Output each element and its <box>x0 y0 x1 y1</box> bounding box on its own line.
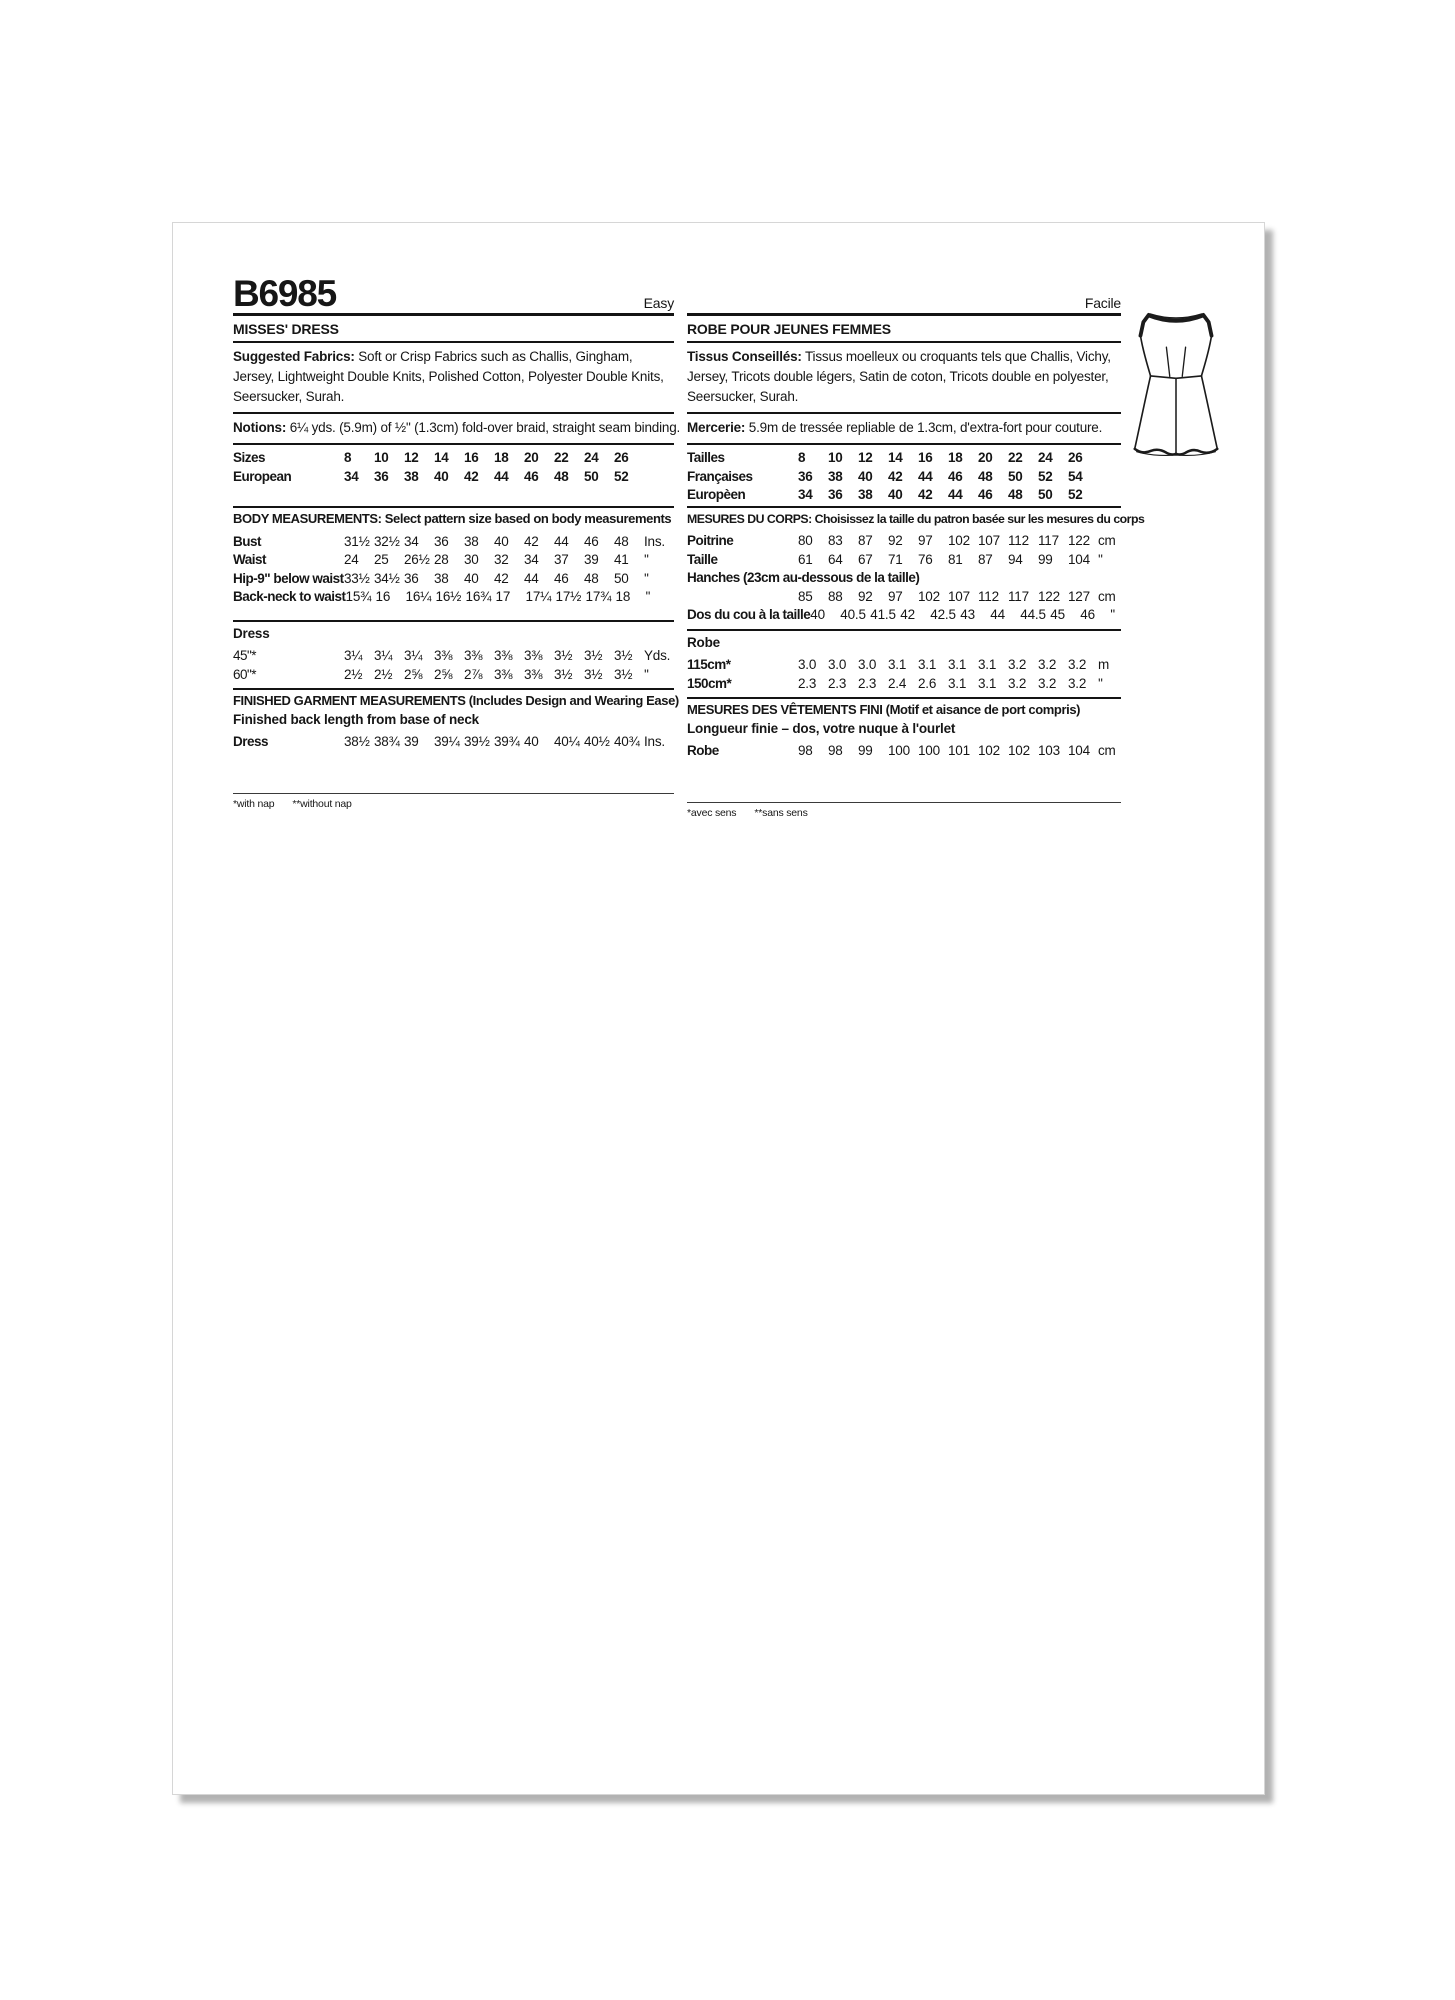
cell-value: 3¼ <box>344 648 363 663</box>
table-row <box>233 666 674 685</box>
suggested-fabrics-paragraph <box>233 343 674 414</box>
cell-value: 39¾ <box>494 734 520 749</box>
header-row-en <box>233 263 674 316</box>
cell-value: 34 <box>404 533 419 549</box>
cell-value: 3.1 <box>888 657 907 672</box>
cell-value: 42 <box>464 468 479 484</box>
cell-value: 14 <box>888 450 903 465</box>
cell-value: 38 <box>404 468 419 484</box>
cell-value: 76 <box>918 551 933 567</box>
cell-value: 94 <box>1008 551 1023 567</box>
cell-value: 3¼ <box>374 648 393 663</box>
row-unit: '' <box>1098 675 1103 691</box>
cell-value: 3⅜ <box>434 648 453 663</box>
cell-value: 2⅝ <box>404 666 423 682</box>
row-unit: '' <box>645 589 651 604</box>
cell-value: 2.6 <box>918 675 937 691</box>
cell-value: 107 <box>948 588 970 604</box>
cell-value: 102 <box>948 533 970 548</box>
row-label: 150cm* <box>687 675 732 691</box>
table-row <box>687 606 1121 625</box>
tissus-text: Tissus moelleux ou croquants tels que Challis, Vichy, Jersey, Tricots double légers, Satin de coton, Tricots double en polyester, Seersucker, Surah. <box>687 349 1111 404</box>
cell-value: 2.4 <box>888 675 907 691</box>
cell-value: 26½ <box>404 552 430 567</box>
cell-value: 2⅞ <box>464 666 483 682</box>
cell-value: 87 <box>858 533 873 548</box>
cell-value: 15¾ <box>345 589 372 604</box>
tissus-paragraph <box>687 343 1121 414</box>
finished-garment-header-en: FINISHED GARMENT MEASUREMENTS (Includes Design and Wearing Ease) <box>233 693 679 708</box>
row-unit: Ins. <box>644 734 665 749</box>
cell-value: 3.1 <box>948 675 967 691</box>
cell-value: 39 <box>404 734 419 749</box>
cell-value: 127 <box>1068 588 1090 604</box>
cell-value: 3.1 <box>948 657 967 672</box>
row-label: European <box>233 468 292 484</box>
cell-value: 16 <box>464 450 479 465</box>
cell-value: 14 <box>434 450 449 465</box>
cell-value: 3.2 <box>1038 657 1057 672</box>
sizes-table-fr <box>687 445 1121 505</box>
row-label: Hip-9" below waist <box>233 570 344 586</box>
header-row-fr <box>687 263 1121 316</box>
cell-value: 40 <box>888 487 903 502</box>
row-label: Taille <box>687 551 718 567</box>
cell-value: 3½ <box>614 666 633 682</box>
row-unit <box>1098 468 1121 487</box>
table-row <box>687 551 1121 570</box>
mercerie-label: Mercerie: <box>687 420 746 435</box>
cell-value: 8 <box>344 450 352 465</box>
cell-value: 54 <box>1068 468 1083 484</box>
cell-value: 44 <box>524 570 539 586</box>
cell-value: 3.2 <box>1008 657 1027 672</box>
garment-title-en: MISSES' DRESS <box>233 316 674 343</box>
cell-value: 52 <box>614 468 629 484</box>
cell-value: 44 <box>990 607 1005 622</box>
suggested-fabrics-label: Suggested Fabrics: <box>233 349 355 364</box>
cell-value: 3¼ <box>404 648 423 663</box>
row-label: Tailles <box>687 450 725 465</box>
without-nap-note: **without nap <box>292 797 352 810</box>
cell-value: 3.1 <box>978 675 997 691</box>
cell-value: 42 <box>888 468 903 484</box>
row-unit: '' <box>1110 607 1116 622</box>
row-unit: cm <box>1098 533 1116 548</box>
cell-value: 46 <box>948 468 963 484</box>
cell-value: 117 <box>1038 533 1059 548</box>
table-row <box>687 532 1121 551</box>
cell-value: 18 <box>615 589 631 604</box>
cell-value: 17½ <box>555 589 582 604</box>
row-label: Poitrine <box>687 533 734 548</box>
suggested-fabrics-text: Soft or Crisp Fabrics such as Challis, Gingham, Jersey, Lightweight Double Knits, Polished Cotton, Polyester Double Knits, Seersucker, Surah. <box>233 349 664 404</box>
cell-value: 33½ <box>344 570 370 586</box>
cell-value: 3.0 <box>828 657 847 672</box>
row-label: Bust <box>233 533 261 549</box>
table-row <box>233 468 674 487</box>
cell-value: 3½ <box>614 648 633 663</box>
cell-value: 36 <box>404 570 419 586</box>
cell-value: 40 <box>494 533 509 549</box>
cell-value: 17 <box>495 589 511 604</box>
cell-value: 12 <box>858 450 873 465</box>
cell-value: 2.3 <box>858 675 877 691</box>
cell-value: 50 <box>584 468 599 484</box>
cell-value: 34 <box>524 552 539 567</box>
row-unit: cm <box>1098 743 1116 758</box>
table-row <box>687 588 1121 607</box>
cell-value: 3.2 <box>1008 675 1027 691</box>
cell-value: 48 <box>978 468 993 484</box>
cell-value: 12 <box>404 450 419 465</box>
yardage-table-fr <box>687 652 1121 693</box>
row-unit: '' <box>644 570 649 586</box>
cell-value: 2.3 <box>828 675 847 691</box>
table-row <box>233 570 674 589</box>
cell-value: 48 <box>614 533 629 549</box>
cell-value: 44 <box>918 468 933 484</box>
notions-label: Notions: <box>233 420 287 435</box>
row-unit: Ins. <box>644 533 665 549</box>
cell-value: 2⅝ <box>434 666 453 682</box>
cell-value: 20 <box>524 450 539 465</box>
cell-value: 117 <box>1008 588 1029 604</box>
cell-value: 99 <box>1038 551 1053 567</box>
cell-value: 80 <box>798 533 813 548</box>
nap-footnote-fr <box>687 802 1121 819</box>
cell-value: 83 <box>828 533 843 548</box>
cell-value: 3⅜ <box>464 648 483 663</box>
cell-value: 40 <box>434 468 449 484</box>
cell-value: 3.1 <box>918 657 937 672</box>
cell-value: 3.2 <box>1068 675 1087 691</box>
cell-value: 17¾ <box>585 589 612 604</box>
cell-value: 98 <box>798 743 813 758</box>
cell-value: 10 <box>374 450 389 465</box>
cell-value: 102 <box>918 588 940 604</box>
notions-text: 6¼ yds. (5.9m) of ½" (1.3cm) fold-over braid, straight seam binding. <box>286 420 681 435</box>
cell-value: 16¼ <box>405 589 432 604</box>
row-unit: Yds. <box>644 648 671 663</box>
finished-garment-table-en <box>233 729 674 752</box>
cell-value: 40 <box>858 468 873 484</box>
cell-value: 3½ <box>584 648 603 663</box>
cell-value: 16 <box>918 450 933 465</box>
row-label: Back-neck to waist <box>233 589 346 604</box>
cell-value: 81 <box>948 551 963 567</box>
cell-value: 3.0 <box>798 657 817 672</box>
yardage-header-fr: Robe <box>687 634 720 650</box>
cell-value: 10 <box>828 450 843 465</box>
cell-value: 38½ <box>344 734 370 749</box>
cell-value: 26 <box>614 450 629 465</box>
cell-value: 3½ <box>554 648 573 663</box>
cell-value: 102 <box>1008 743 1030 758</box>
cell-value: 48 <box>1008 487 1023 502</box>
row-unit <box>1098 449 1121 468</box>
cell-value: 99 <box>858 743 873 758</box>
cell-value: 98 <box>828 743 843 758</box>
body-measurements-header-fr: MESURES DU CORPS: Choisissez la taille du patron basée sur les mesures du corps <box>687 511 1145 526</box>
cell-value: 39 <box>584 552 599 567</box>
cell-value: 3.2 <box>1038 675 1057 691</box>
row-unit: cm <box>1098 588 1116 604</box>
table-row <box>233 449 674 468</box>
cell-value: 40.5 <box>840 607 866 622</box>
english-column <box>233 263 681 810</box>
cell-value: 40¾ <box>614 734 640 749</box>
cell-value: 44 <box>494 468 509 484</box>
cell-value: 40 <box>810 607 825 622</box>
cell-value: 37 <box>554 552 569 567</box>
cell-value: 39½ <box>464 734 490 749</box>
table-row <box>233 733 674 752</box>
french-column <box>687 263 1145 819</box>
cell-value: 16½ <box>435 589 462 604</box>
cell-value: 24 <box>1038 450 1053 465</box>
sizes-table-en <box>233 445 674 486</box>
row-unit <box>644 468 674 487</box>
cell-value: 34 <box>344 468 359 484</box>
cell-value: 100 <box>918 743 940 758</box>
cell-value: 102 <box>978 743 1000 758</box>
cell-value: 41.5 <box>870 607 896 622</box>
cell-value: 3½ <box>584 666 603 682</box>
row-label: Europèen <box>687 487 746 502</box>
row-label: Waist <box>233 552 267 567</box>
cell-value: 107 <box>978 533 1000 548</box>
cell-value: 20 <box>978 450 993 465</box>
table-row <box>687 656 1121 675</box>
yardage-header-en: Dress <box>233 625 270 641</box>
cell-value: 52 <box>1038 468 1053 484</box>
cell-value: 42 <box>494 570 509 586</box>
cell-value: 18 <box>948 450 963 465</box>
cell-value: 32½ <box>374 533 400 549</box>
cell-value: 3½ <box>554 666 573 682</box>
row-label: Françaises <box>687 468 753 484</box>
finished-garment-header-fr: MESURES DES VÊTEMENTS FINI (Motif et aisance de port compris) <box>687 702 1081 717</box>
cell-value: 8 <box>798 450 806 465</box>
cell-value: 48 <box>554 468 569 484</box>
cell-value: 32 <box>494 552 509 567</box>
cell-value: 122 <box>1068 533 1090 548</box>
cell-value: 34 <box>798 487 813 502</box>
cell-value: 45 <box>1050 607 1065 622</box>
cell-value: 24 <box>344 552 359 567</box>
cell-value: 97 <box>888 588 903 604</box>
cell-value: 36 <box>798 468 813 484</box>
cell-value: 100 <box>888 743 910 758</box>
cell-value: 42 <box>524 533 539 549</box>
row-unit <box>644 449 674 468</box>
cell-value: 16 <box>375 589 391 604</box>
table-row <box>687 742 1121 761</box>
cell-value: 87 <box>978 551 993 567</box>
table-row <box>687 449 1121 468</box>
with-nap-note: *with nap <box>233 797 275 810</box>
body-measurements-table-en <box>233 529 674 607</box>
cell-value: 2½ <box>344 666 363 682</box>
cell-value: 38 <box>828 468 843 484</box>
cell-value: 42.5 <box>930 607 956 622</box>
cell-value: 88 <box>828 588 843 604</box>
cell-value: 46 <box>524 468 539 484</box>
cell-value: 31½ <box>344 533 370 549</box>
cell-value: 30 <box>464 552 479 567</box>
cell-value: 46 <box>584 533 599 549</box>
cell-value: 3.2 <box>1068 657 1087 672</box>
cell-value: 104 <box>1068 551 1090 567</box>
garment-title-fr: ROBE POUR JEUNES FEMMES <box>687 316 1121 343</box>
row-label <box>687 588 798 607</box>
cell-value: 101 <box>948 743 970 758</box>
cell-value: 48 <box>584 570 599 586</box>
cell-value: 2.3 <box>798 675 817 691</box>
cell-value: 38 <box>858 487 873 502</box>
cell-value: 16¾ <box>465 589 492 604</box>
cell-value: 112 <box>978 588 999 604</box>
table-row <box>233 533 674 552</box>
row-unit: m <box>1098 657 1110 672</box>
pattern-envelope-back-sheet <box>172 222 1265 1795</box>
cell-value: 24 <box>584 450 599 465</box>
cell-value: 92 <box>888 533 903 548</box>
cell-value: 43 <box>960 607 975 622</box>
cell-value: 71 <box>888 551 903 567</box>
cell-value: 36 <box>434 533 449 549</box>
finished-back-length-label-fr: Longueur finie – dos, votre nuque à l'ourlet <box>687 720 956 736</box>
sans-sens-note: **sans sens <box>754 806 808 819</box>
tissus-label: Tissus Conseillés: <box>687 349 802 364</box>
row-label: 115cm* <box>687 657 731 672</box>
cell-value: 36 <box>828 487 843 502</box>
mercerie-text: 5.9m de tressée repliable de 1.3cm, d'extra-fort pour couture. <box>745 420 1103 435</box>
cell-value: 26 <box>1068 450 1083 465</box>
cell-value: 44 <box>948 487 963 502</box>
cell-value: 44 <box>554 533 569 549</box>
row-unit: '' <box>644 666 649 682</box>
cell-value: 42 <box>918 487 933 502</box>
difficulty-label-facile: Facile <box>1084 295 1121 311</box>
cell-value: 17¼ <box>525 589 552 604</box>
cell-value: 46 <box>554 570 569 586</box>
table-row <box>233 588 674 607</box>
dress-back-view-illustration <box>1128 301 1224 471</box>
cell-value: 46 <box>1080 607 1095 622</box>
row-label: 60"* <box>233 666 257 682</box>
row-unit: '' <box>644 552 649 567</box>
table-row <box>233 551 674 570</box>
cell-value: 112 <box>1008 533 1029 548</box>
cell-value: 3.1 <box>978 657 997 672</box>
body-measurements-header-en: BODY MEASUREMENTS: Select pattern size based on body measurements <box>233 511 672 526</box>
cell-value: 38 <box>434 570 449 586</box>
cell-value: 50 <box>614 570 629 586</box>
cell-value: 52 <box>1068 487 1083 502</box>
cell-value: 92 <box>858 588 873 604</box>
cell-value: 25 <box>374 552 389 567</box>
cell-value: 3⅜ <box>494 666 513 682</box>
cell-value: 34½ <box>374 570 400 586</box>
nap-footnote-en <box>233 793 674 810</box>
difficulty-label-easy: Easy <box>643 295 674 311</box>
cell-value: 38¾ <box>374 734 400 749</box>
row-label: Sizes <box>233 450 266 465</box>
row-label: Dos du cou à la taille <box>687 607 811 622</box>
cell-value: 97 <box>918 533 933 548</box>
table-row <box>233 647 674 666</box>
notions-paragraph <box>233 414 681 445</box>
table-row <box>687 675 1121 694</box>
cell-value: 64 <box>828 551 843 567</box>
table-row <box>687 569 1121 588</box>
cell-value: 3⅜ <box>524 648 543 663</box>
row-unit: '' <box>1098 551 1103 567</box>
cell-value: 103 <box>1038 743 1060 758</box>
table-row <box>687 486 1121 505</box>
row-label: Dress <box>233 734 269 749</box>
cell-value: 85 <box>798 588 813 604</box>
cell-value: 50 <box>1008 468 1023 484</box>
body-measurements-table-fr <box>687 528 1121 625</box>
row-label: 45"* <box>233 648 257 663</box>
cell-value: 50 <box>1038 487 1053 502</box>
cell-value: 18 <box>494 450 509 465</box>
cell-value: 40 <box>464 570 479 586</box>
row-label: Robe <box>687 743 719 758</box>
cell-value: 3.0 <box>858 657 877 672</box>
cell-value: 61 <box>798 551 813 567</box>
cell-value: 42 <box>900 607 915 622</box>
avec-sens-note: *avec sens <box>687 806 737 819</box>
finished-garment-table-fr <box>687 738 1121 761</box>
mercerie-paragraph <box>687 414 1121 445</box>
cell-value: 40¼ <box>554 734 580 749</box>
cell-value: 41 <box>614 552 629 567</box>
table-row <box>687 468 1121 487</box>
row-unit <box>1098 486 1121 505</box>
cell-value: 104 <box>1068 743 1090 758</box>
cell-value: 122 <box>1038 588 1060 604</box>
cell-value: 40 <box>524 734 539 749</box>
cell-value: 36 <box>374 468 389 484</box>
yardage-table-en <box>233 643 674 684</box>
cell-value: 67 <box>858 551 873 567</box>
cell-value: 28 <box>434 552 449 567</box>
cell-value: 3⅜ <box>494 648 513 663</box>
cell-value: 2½ <box>374 666 393 682</box>
pattern-number: B6985 <box>233 273 337 314</box>
cell-value: 38 <box>464 533 479 549</box>
cell-value: 39¼ <box>434 734 460 749</box>
cell-value: 22 <box>554 450 569 465</box>
finished-back-length-label-en: Finished back length from base of neck <box>233 711 479 727</box>
cell-value: 3⅜ <box>524 666 543 682</box>
cell-value: 22 <box>1008 450 1023 465</box>
cell-value: 46 <box>978 487 993 502</box>
cell-value: 44.5 <box>1020 607 1046 622</box>
cell-value: 40½ <box>584 734 610 749</box>
row-label: Hanches (23cm au-dessous de la taille) <box>687 570 920 585</box>
